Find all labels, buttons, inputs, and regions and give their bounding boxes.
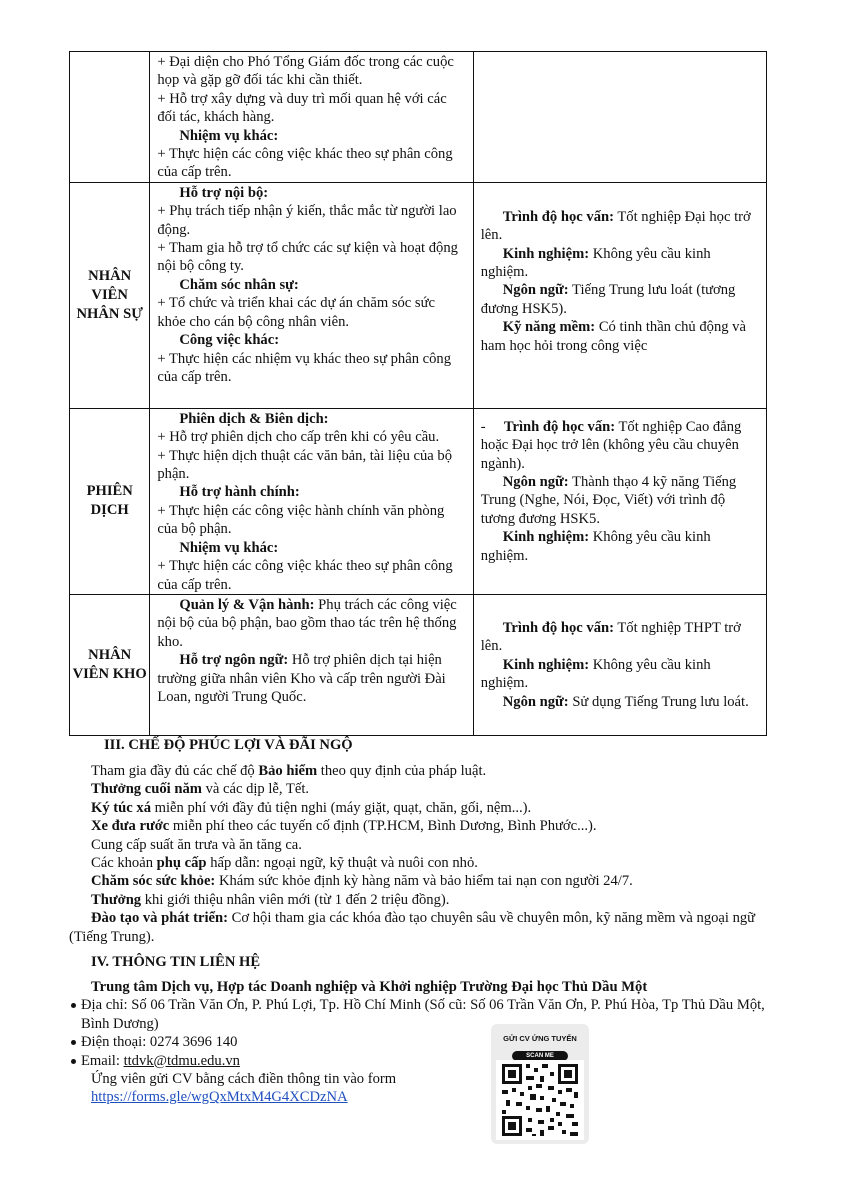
- requirement-item: [481, 619, 760, 656]
- benefit-item: Đào tạo và phát triển: Cơ hội tham gia các khóa đào tạo chuyên sâu về chuyên môn, kỹ năng mềm và ngoại ngữ (Tiếng Trung).: [69, 910, 756, 945]
- role-cell: [70, 182, 150, 408]
- requirement-item: [481, 208, 760, 245]
- requirement-text: Tốt nghiệp Cao đẳng hoặc Đại học trở lên (không yêu cầu chuyên ngành).: [480, 418, 742, 472]
- requirement-label: Kỹ năng mềm:: [502, 319, 596, 336]
- benefit-item: Ký túc xá miễn phí với đầy đủ tiện nghi (máy giặt, quạt, chăn, gối, nệm...).: [91, 799, 532, 816]
- requirement-text: Tốt nghiệp Đại học trở lên.: [480, 208, 751, 244]
- duty-text: Hỗ trợ phiên dịch tại hiện trường giữa nhân viên Kho và cấp trên người Đài Loan, người Trung Quốc.: [157, 652, 446, 705]
- duties-cell: [150, 182, 473, 408]
- role-title: NHÂN VIÊN KHO: [72, 646, 147, 682]
- requirement-text: Không yêu cầu kinh nghiệm.: [480, 656, 711, 692]
- contact-phone: Điện thoại: 0274 3696 140: [69, 1033, 789, 1051]
- requirements-cell: [473, 408, 766, 594]
- duty-line: + Hỗ trợ xây dựng và duy trì mối quan hệ với các đối tác, khách hàng.: [157, 90, 447, 126]
- requirement-item: [481, 318, 760, 355]
- requirement-text: Sử dụng Tiếng Trung lưu loát.: [568, 693, 749, 710]
- requirement-item: [481, 473, 760, 528]
- benefits-list: [69, 762, 791, 946]
- duty-heading: Chăm sóc nhân sự:: [179, 276, 299, 293]
- duty-label: Hỗ trợ ngôn ngữ:: [179, 652, 289, 669]
- duty-line: + Thực hiện các công việc khác theo sự phân công của cấp trên.: [157, 558, 453, 593]
- duty-heading: Hỗ trợ nội bộ:: [179, 184, 269, 201]
- duty-item: [157, 651, 464, 706]
- duty-line: + Hỗ trợ phiên dịch cho cấp trên khi có yêu cầu.: [157, 429, 440, 446]
- duty-line: + Tổ chức và triển khai các dự án chăm sóc sức khỏe cho cán bộ công nhân viên.: [157, 295, 435, 330]
- duty-heading: Công việc khác:: [179, 332, 280, 349]
- requirements-cell: [473, 52, 766, 183]
- benefit-item: Xe đưa rước miễn phí theo các tuyến cố định (TP.HCM, Bình Dương, Bình Phước...).: [91, 818, 597, 835]
- duty-heading: Nhiệm vụ khác:: [179, 127, 279, 144]
- requirement-text: Không yêu cầu kinh nghiệm.: [480, 529, 711, 564]
- requirement-text: Không yêu cầu kinh nghiệm.: [480, 245, 711, 280]
- requirement-label: Kinh nghiệm:: [502, 245, 590, 262]
- requirement-item: [481, 693, 760, 711]
- contact-heading: IV. THÔNG TIN LIÊN HỆ: [91, 954, 261, 970]
- duties-cell: [150, 408, 473, 594]
- role-title: NHÂN VIÊN NHÂN SỰ: [76, 267, 143, 322]
- requirement-dash: -: [480, 418, 486, 435]
- benefit-item: Thưởng cuối năm và các dịp lễ, Tết.: [91, 781, 310, 798]
- requirement-text: Tiếng Trung lưu loát (tương đương HSK5).: [480, 282, 736, 317]
- requirements-cell: [473, 182, 766, 408]
- benefit-item: Các khoản phụ cấp hấp dẫn: ngoại ngữ, kỹ thuật và nuôi con nhỏ.: [91, 855, 478, 872]
- requirement-label: Kinh nghiệm:: [502, 656, 590, 673]
- requirement-label: Ngôn ngữ:: [502, 282, 569, 299]
- duties-cell: [150, 594, 473, 735]
- requirement-label: Ngôn ngữ:: [502, 693, 569, 710]
- requirement-label: Trình độ học vấn:: [502, 208, 614, 225]
- requirement-label: Kinh nghiệm:: [502, 529, 590, 546]
- contact-org: Trung tâm Dịch vụ, Hợp tác Doanh nghiệp và Khởi nghiệp Trường Đại học Thủ Dầu Một: [91, 979, 648, 995]
- requirement-text: Tốt nghiệp THPT trở lên.: [480, 619, 741, 655]
- job-table: [69, 51, 767, 736]
- scan-me-badge: SCAN ME: [512, 1051, 568, 1061]
- duty-line: + Thực hiện các nhiệm vụ khác theo sự phân công của cấp trên.: [157, 350, 452, 385]
- requirement-item: [481, 528, 760, 565]
- role-cell: [70, 594, 150, 735]
- duty-item: [157, 596, 464, 651]
- requirement-label: Ngôn ngữ:: [502, 474, 569, 491]
- duty-heading: Phiên dịch & Biên dịch:: [179, 410, 329, 427]
- requirement-text: Thành thạo 4 kỹ năng Tiếng Trung (Nghe, Nói, Đọc, Viết) với trình độ tương đương HSK5.: [480, 474, 737, 527]
- benefits-heading: III. CHẾ ĐỘ PHÚC LỢI VÀ ĐÃI NGỘ: [104, 737, 353, 753]
- duty-heading: Hỗ trợ hành chính:: [179, 484, 300, 501]
- requirement-item: [481, 418, 760, 473]
- duty-heading: Nhiệm vụ khác:: [179, 539, 279, 556]
- qr-caption: GỬI CV ỨNG TUYỂN: [503, 1034, 577, 1043]
- email-link[interactable]: ttdvk@tdmu.edu.vn: [123, 1052, 240, 1069]
- requirements-cell: [473, 594, 766, 735]
- qr-code-icon[interactable]: [496, 1060, 584, 1140]
- benefit-item: Tham gia đầy đủ các chế độ Bảo hiểm theo quy định của pháp luật.: [91, 763, 487, 779]
- contact-address: Địa chỉ: Số 06 Trần Văn Ơn, P. Phú Lợi, Tp. Hồ Chí Minh (Số cũ: Số 06 Trần Văn Ơn, P. Phú Hòa, Tp Thủ Dầu Một, Bình Dương): [69, 996, 789, 1033]
- contact-email: Email: ttdvk@tdmu.edu.vn: [69, 1052, 789, 1070]
- duty-label: Quản lý & Vận hành:: [179, 596, 315, 613]
- requirement-item: [481, 656, 760, 693]
- table-row: [70, 52, 767, 183]
- duty-line: + Tham gia hỗ trợ tổ chức các sự kiện và hoạt động nội bộ công ty.: [157, 240, 458, 275]
- duty-line: + Thực hiện các công việc hành chính văn phòng của bộ phận.: [157, 502, 445, 538]
- requirement-label: Trình độ học vấn:: [503, 418, 616, 435]
- requirement-text: Có tinh thần chủ động và ham học hỏi trong công việc: [480, 319, 746, 354]
- benefit-item: Thưởng khi giới thiệu nhân viên mới (từ 1 đến 2 triệu đồng).: [91, 891, 450, 908]
- duty-line: + Đại diện cho Phó Tổng Giám đốc trong các cuộc họp và gặp gỡ đối tác khi cần thiết.: [157, 54, 454, 89]
- role-cell: [70, 52, 150, 183]
- duties-cell: [150, 52, 473, 183]
- qr-card: [491, 1024, 589, 1144]
- duty-line: + Thực hiện dịch thuật các văn bản, tài liệu của bộ phận.: [157, 447, 453, 483]
- duty-line: + Phụ trách tiếp nhận ý kiến, thắc mắc từ người lao động.: [157, 203, 457, 238]
- duty-line: + Thực hiện các công việc khác theo sự phân công của cấp trên.: [157, 146, 453, 181]
- table-row: [70, 408, 767, 594]
- requirement-item: [481, 245, 760, 282]
- table-row: [70, 594, 767, 735]
- role-title: PHIÊN DỊCH: [86, 483, 133, 519]
- form-note: Ứng viên gửi CV bằng cách điền thông tin vào form: [91, 1071, 397, 1088]
- requirement-item: [481, 281, 760, 318]
- benefit-item: Chăm sóc sức khỏe: Khám sức khỏe định kỳ hàng năm và bảo hiểm tai nạn con người 24/7.: [91, 873, 633, 890]
- contact-block: [69, 978, 789, 1107]
- form-link[interactable]: https://forms.gle/wgQxMtxM4G4XCDzNA: [91, 1089, 348, 1106]
- role-cell: [70, 408, 150, 594]
- table-row: [70, 182, 767, 408]
- requirement-label: Trình độ học vấn:: [502, 619, 614, 636]
- benefit-item: Cung cấp suất ăn trưa và ăn tăng ca.: [91, 836, 302, 853]
- duty-text: Phụ trách các công việc nội bộ của bộ phận, bao gồm thao tác trên hệ thống kho.: [157, 596, 457, 650]
